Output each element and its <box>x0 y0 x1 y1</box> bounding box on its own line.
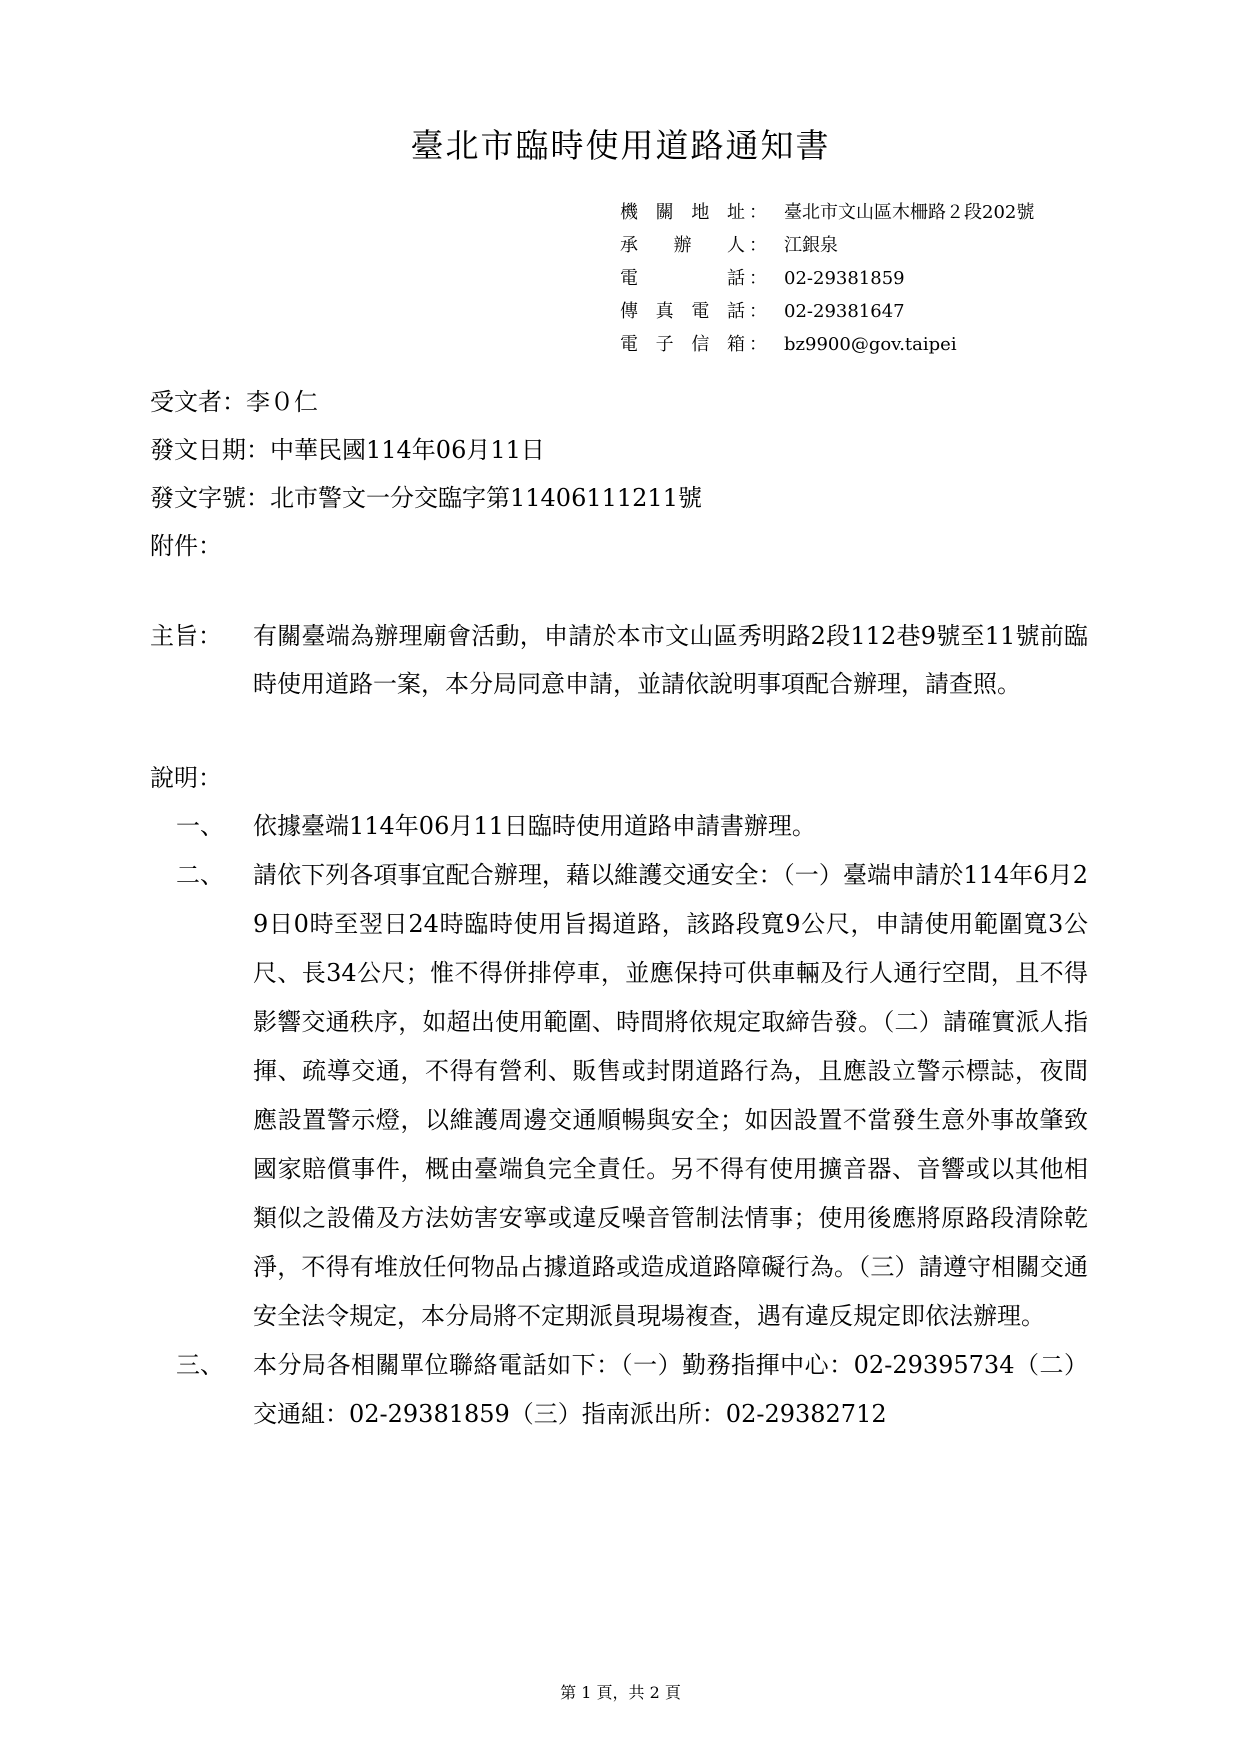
explanation-item <box>176 851 1090 1341</box>
agency-address-colon: ： <box>749 202 767 223</box>
recipient-line: 受文者：李０仁 <box>150 388 318 416</box>
agency-email-value: bz9900@gov.taipei <box>784 334 957 355</box>
subject-block <box>150 612 1090 708</box>
agency-email-colon: ： <box>749 334 767 355</box>
agency-phone-value: 02-29381859 <box>784 268 905 289</box>
agency-address-row <box>620 196 1220 229</box>
issue-number-line: 發文字號：北市警文一分交臨字第11406111211號 <box>150 484 702 512</box>
item-text: 請依下列各項事宜配合辦理，藉以維護交通安全：（一）臺端申請於114年6月29日0時至翌日24時臨時使用旨揭道路，該路段寬9公尺，申請使用範圍寬3公尺、長34公尺；惟不得併排停車，並應保持可供車輛及行人通行空間，且不得影響交通秩序，如超出使用範圍、時間將依規定取締告發。（二）請確實派人指揮、疏導交通，不得有營利、販售或封閉道路行為，且應設立警示標誌，夜間應設置警示燈，以維護周邊交通順暢與安全；如因設置不當發生意外事故肇致國家賠償事件，概由臺端負完全責任。另不得有使用擴音器、音響或以其他相類似之設備及方法妨害安寧或違反噪音管制法情事；使用後應將原路段清除乾淨，不得有堆放任何物品占據道路或造成道路障礙行為。（三）請遵守相關交通安全法令規定，本分局將不定期派員現場複查，遇有違反規定即依法辦理。 <box>253 861 1088 1330</box>
issue-date-line: 發文日期：中華民國114年06月11日 <box>150 436 545 464</box>
explanation-item <box>176 1341 1090 1439</box>
agency-email-row <box>620 328 1220 361</box>
agency-phone-colon: ： <box>749 268 767 289</box>
explanation-label: 說明： <box>150 764 222 792</box>
agency-fax-value: 02-29381647 <box>784 301 905 322</box>
document-title: 臺北市臨時使用道路通知書 <box>410 126 831 165</box>
agency-address-value: 臺北市文山區木柵路２段202號 <box>784 202 1035 223</box>
page-footer: 第 1 頁，共 2 頁 <box>560 1683 681 1702</box>
attachment-line: 附件： <box>150 532 222 560</box>
item-text: 本分局各相關單位聯絡電話如下：（一）勤務指揮中心：02-29395734（二）交通組：02-29381859（三）指南派出所：02-29382712 <box>253 1351 1088 1428</box>
agency-fax-colon: ： <box>749 301 767 322</box>
agency-email-label: 電子信箱 <box>620 334 745 355</box>
item-text: 依據臺端114年06月11日臨時使用道路申請書辦理。 <box>253 812 816 840</box>
agency-info-block <box>620 196 1220 361</box>
explanation-items <box>176 802 1090 1439</box>
agency-contact-person-colon: ： <box>749 235 767 256</box>
agency-contact-person-row <box>620 229 1220 262</box>
agency-address-label: 機關地址 <box>620 202 745 223</box>
agency-phone-label: 電話 <box>620 268 745 289</box>
explanation-item <box>176 802 1090 851</box>
subject-label: 主旨： <box>150 622 222 650</box>
subject-text: 有關臺端為辦理廟會活動，申請於本市文山區秀明路2段112巷9號至11號前臨時使用道路一案，本分局同意申請，並請依說明事項配合辦理，請查照。 <box>253 622 1088 698</box>
agency-contact-person-label: 承辦人 <box>620 235 745 256</box>
agency-contact-person-value: 江銀泉 <box>784 235 838 256</box>
item-number: 三、 <box>176 1351 224 1379</box>
item-number: 二、 <box>176 861 224 889</box>
item-number: 一、 <box>176 812 224 840</box>
agency-phone-row <box>620 262 1220 295</box>
subject-row <box>150 612 1090 708</box>
agency-fax-label: 傳真電話 <box>620 301 745 322</box>
document-meta-block <box>150 378 1110 570</box>
agency-fax-row <box>620 295 1220 328</box>
